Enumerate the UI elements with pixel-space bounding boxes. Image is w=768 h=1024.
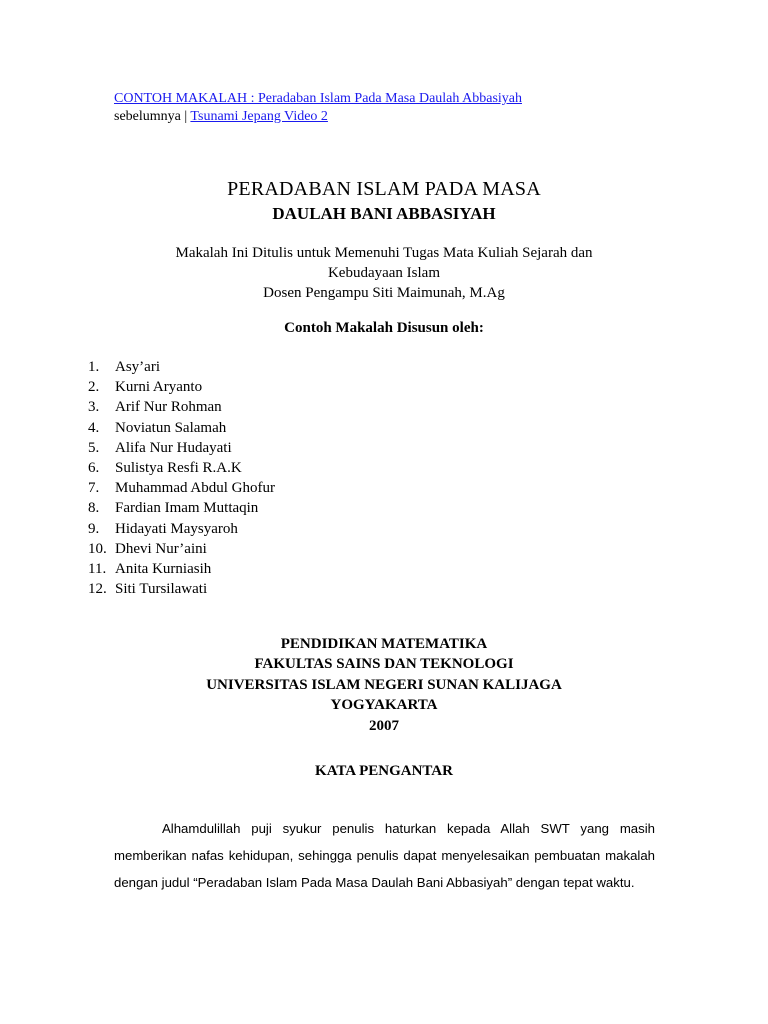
author-name: Dhevi Nur’aini [115, 540, 207, 557]
paragraph-text: Alhamdulillah puji syukur penulis haturkan kepada Allah SWT yang masih memberikan nafas kehidupan, sehingga penulis dapat menyelesaikan pembuatan makalah dengan judul “Peradaban Islam Pada Masa Daulah Bani Abbasiyah” dengan tepat waktu. [114, 821, 655, 890]
composer-heading: Contoh Makalah Disusun oleh: [284, 320, 484, 336]
author-item [88, 438, 275, 458]
author-item [88, 539, 275, 559]
author-item [88, 519, 275, 539]
previous-label: sebelumnya | [114, 109, 191, 124]
university-name: UNIVERSITAS ISLAM NEGERI SUNAN KALIJAGA [206, 676, 562, 693]
purpose-line-1: Makalah Ini Ditulis untuk Memenuhi Tugas Mata Kuliah Sejarah dan [175, 245, 593, 261]
author-name: Siti Tursilawati [115, 581, 208, 598]
author-name: Asy’ari [115, 359, 160, 375]
author-item [88, 377, 275, 397]
author-item [88, 418, 275, 438]
faculty-name: FAKULTAS SAINS DAN TEKNOLOGI [254, 656, 514, 673]
author-name: Kurni Aryanto [115, 379, 203, 396]
author-name: Anita Kurniasih [115, 560, 212, 577]
kata-pengantar-heading: KATA PENGANTAR [315, 763, 453, 779]
author-name: Sulistya Resfi R.A.K [115, 459, 242, 476]
previous-post-link[interactable]: Tsunami Jepang Video 2 [190, 109, 328, 124]
author-number: 1. [88, 359, 100, 375]
author-number: 11. [88, 560, 107, 577]
author-item [88, 498, 275, 518]
author-name: Arif Nur Rohman [115, 399, 222, 416]
author-number: 7. [88, 480, 100, 497]
kata-pengantar-paragraph [114, 815, 655, 896]
author-name: Hidayati Maysyaroh [115, 520, 238, 537]
author-item [88, 579, 275, 599]
author-name: Alifa Nur Hudayati [115, 439, 232, 456]
author-item [88, 559, 275, 579]
author-name: Fardian Imam Muttaqin [115, 500, 259, 517]
city-name: YOGYAKARTA [330, 697, 438, 714]
author-item [88, 397, 275, 417]
purpose-line-2: Kebudayaan Islam [327, 265, 441, 281]
author-name: Muhammad Abdul Ghofur [115, 480, 275, 497]
lecturer-line: Dosen Pengampu Siti Maimunah, M.Ag [263, 285, 505, 301]
author-list [88, 357, 275, 599]
title-line-2: DAULAH BANI ABBASIYAH [272, 204, 496, 223]
author-number: 5. [88, 439, 100, 456]
department-name: PENDIDIKAN MATEMATIKA [280, 636, 488, 652]
institution-block [0, 634, 768, 736]
author-number: 8. [88, 500, 100, 517]
author-number: 10. [88, 540, 107, 557]
year: 2007 [369, 717, 399, 734]
contoh-makalah-link[interactable]: CONTOH MAKALAH : Peradaban Islam Pada Masa Daulah Abbasiyah [114, 91, 522, 106]
author-item [88, 357, 275, 377]
author-number: 4. [88, 419, 100, 436]
author-number: 3. [88, 399, 100, 416]
author-item [88, 458, 275, 478]
previous-nav [114, 109, 328, 125]
author-name: Noviatun Salamah [115, 419, 227, 436]
purpose-block [0, 243, 768, 303]
title-line-1: PERADABAN ISLAM PADA MASA [227, 178, 541, 200]
author-number: 12. [88, 581, 107, 598]
author-number: 2. [88, 379, 100, 396]
author-number: 9. [88, 520, 100, 537]
author-number: 6. [88, 459, 100, 476]
author-item [88, 478, 275, 498]
